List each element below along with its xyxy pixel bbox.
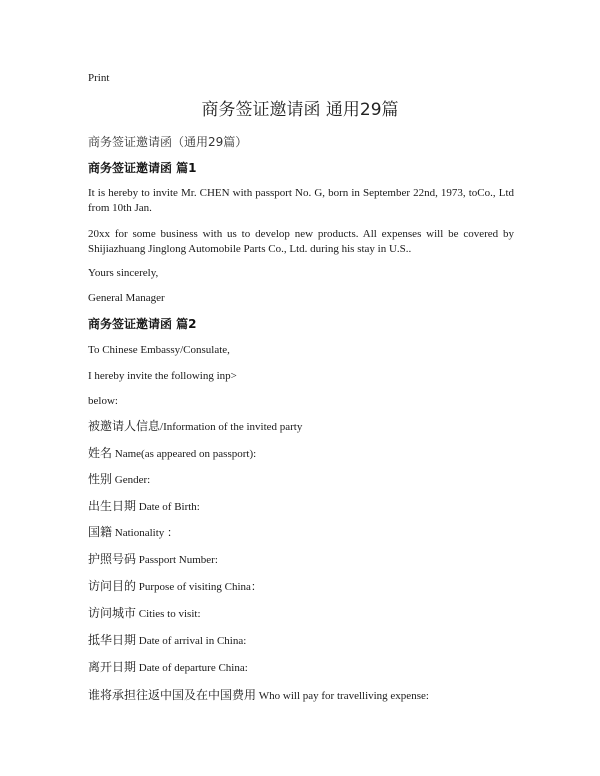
- field-label-en: Cities to visit:: [136, 608, 201, 620]
- field-date-of-birth: [88, 499, 514, 515]
- field-gender: [88, 472, 514, 488]
- section-heading-2: 商务签证邀请函 篇2: [88, 317, 197, 331]
- field-purpose-of-visit: [88, 579, 514, 595]
- field-expense-payer: [88, 688, 514, 704]
- page-title: 商务签证邀请函 通用29篇: [201, 100, 399, 120]
- field-label-zh: 国籍: [88, 525, 113, 539]
- closing-text: Yours sincerely,: [88, 267, 159, 279]
- field-passport-number: [88, 552, 514, 568]
- invite-line: I hereby invite the following inp>: [88, 370, 237, 382]
- field-invited-party-info: [88, 419, 514, 435]
- field-label-en: /Information of the invited party: [160, 421, 303, 433]
- field-cities-to-visit: [88, 606, 514, 622]
- field-label-en: Who will pay for travelliving expense:: [256, 690, 429, 702]
- field-label-zh: 被邀请人信息: [88, 419, 161, 433]
- field-label-en: Gender:: [112, 474, 151, 486]
- field-name: [88, 446, 514, 462]
- field-label-zh: 护照号码: [88, 552, 137, 566]
- field-label-en: Date of departure China:: [136, 662, 248, 674]
- field-label-en: Passport Number:: [136, 554, 218, 566]
- print-link[interactable]: Print: [88, 72, 110, 84]
- field-label-en: Date of Birth:: [136, 501, 200, 513]
- paragraph-expenses: 20xx for some business with us to develop new products. All expenses will be covered by Shijiazhuang Jinglong Automobile Parts Co., Ltd. during his stay in U.S..: [88, 228, 514, 255]
- signature-text: General Manager: [88, 292, 165, 304]
- field-label-en: Nationality ：: [112, 527, 179, 539]
- field-label-zh: 访问城市: [88, 606, 137, 620]
- field-label-zh: 访问目的: [88, 579, 137, 593]
- field-label-zh: 抵华日期: [88, 633, 137, 647]
- field-date-of-departure: [88, 660, 514, 676]
- field-label-zh: 姓名: [88, 446, 113, 460]
- field-label-zh: 性别: [88, 472, 113, 486]
- field-label-zh: 离开日期: [88, 660, 137, 674]
- field-label-zh: 出生日期: [88, 499, 137, 513]
- salutation-text: To Chinese Embassy/Consulate,: [88, 344, 230, 356]
- below-line: below:: [88, 395, 118, 407]
- field-nationality: [88, 525, 514, 541]
- field-label-zh: 谁将承担往返中国及在中国费用: [88, 688, 257, 702]
- section-heading-1: 商务签证邀请函 篇1: [88, 161, 197, 175]
- document-subtitle: 商务签证邀请函（通用29篇）: [88, 135, 248, 149]
- field-label-en: Purpose of visiting China：: [136, 581, 262, 593]
- field-label-en: Name(as appeared on passport):: [112, 448, 257, 460]
- field-label-en: Date of arrival in China:: [136, 635, 247, 647]
- paragraph-invitation: It is hereby to invite Mr. CHEN with passport No. G, born in September 22nd, 1973, toCo., Ltd from 10th Jan.: [88, 187, 514, 214]
- field-date-of-arrival: [88, 633, 514, 649]
